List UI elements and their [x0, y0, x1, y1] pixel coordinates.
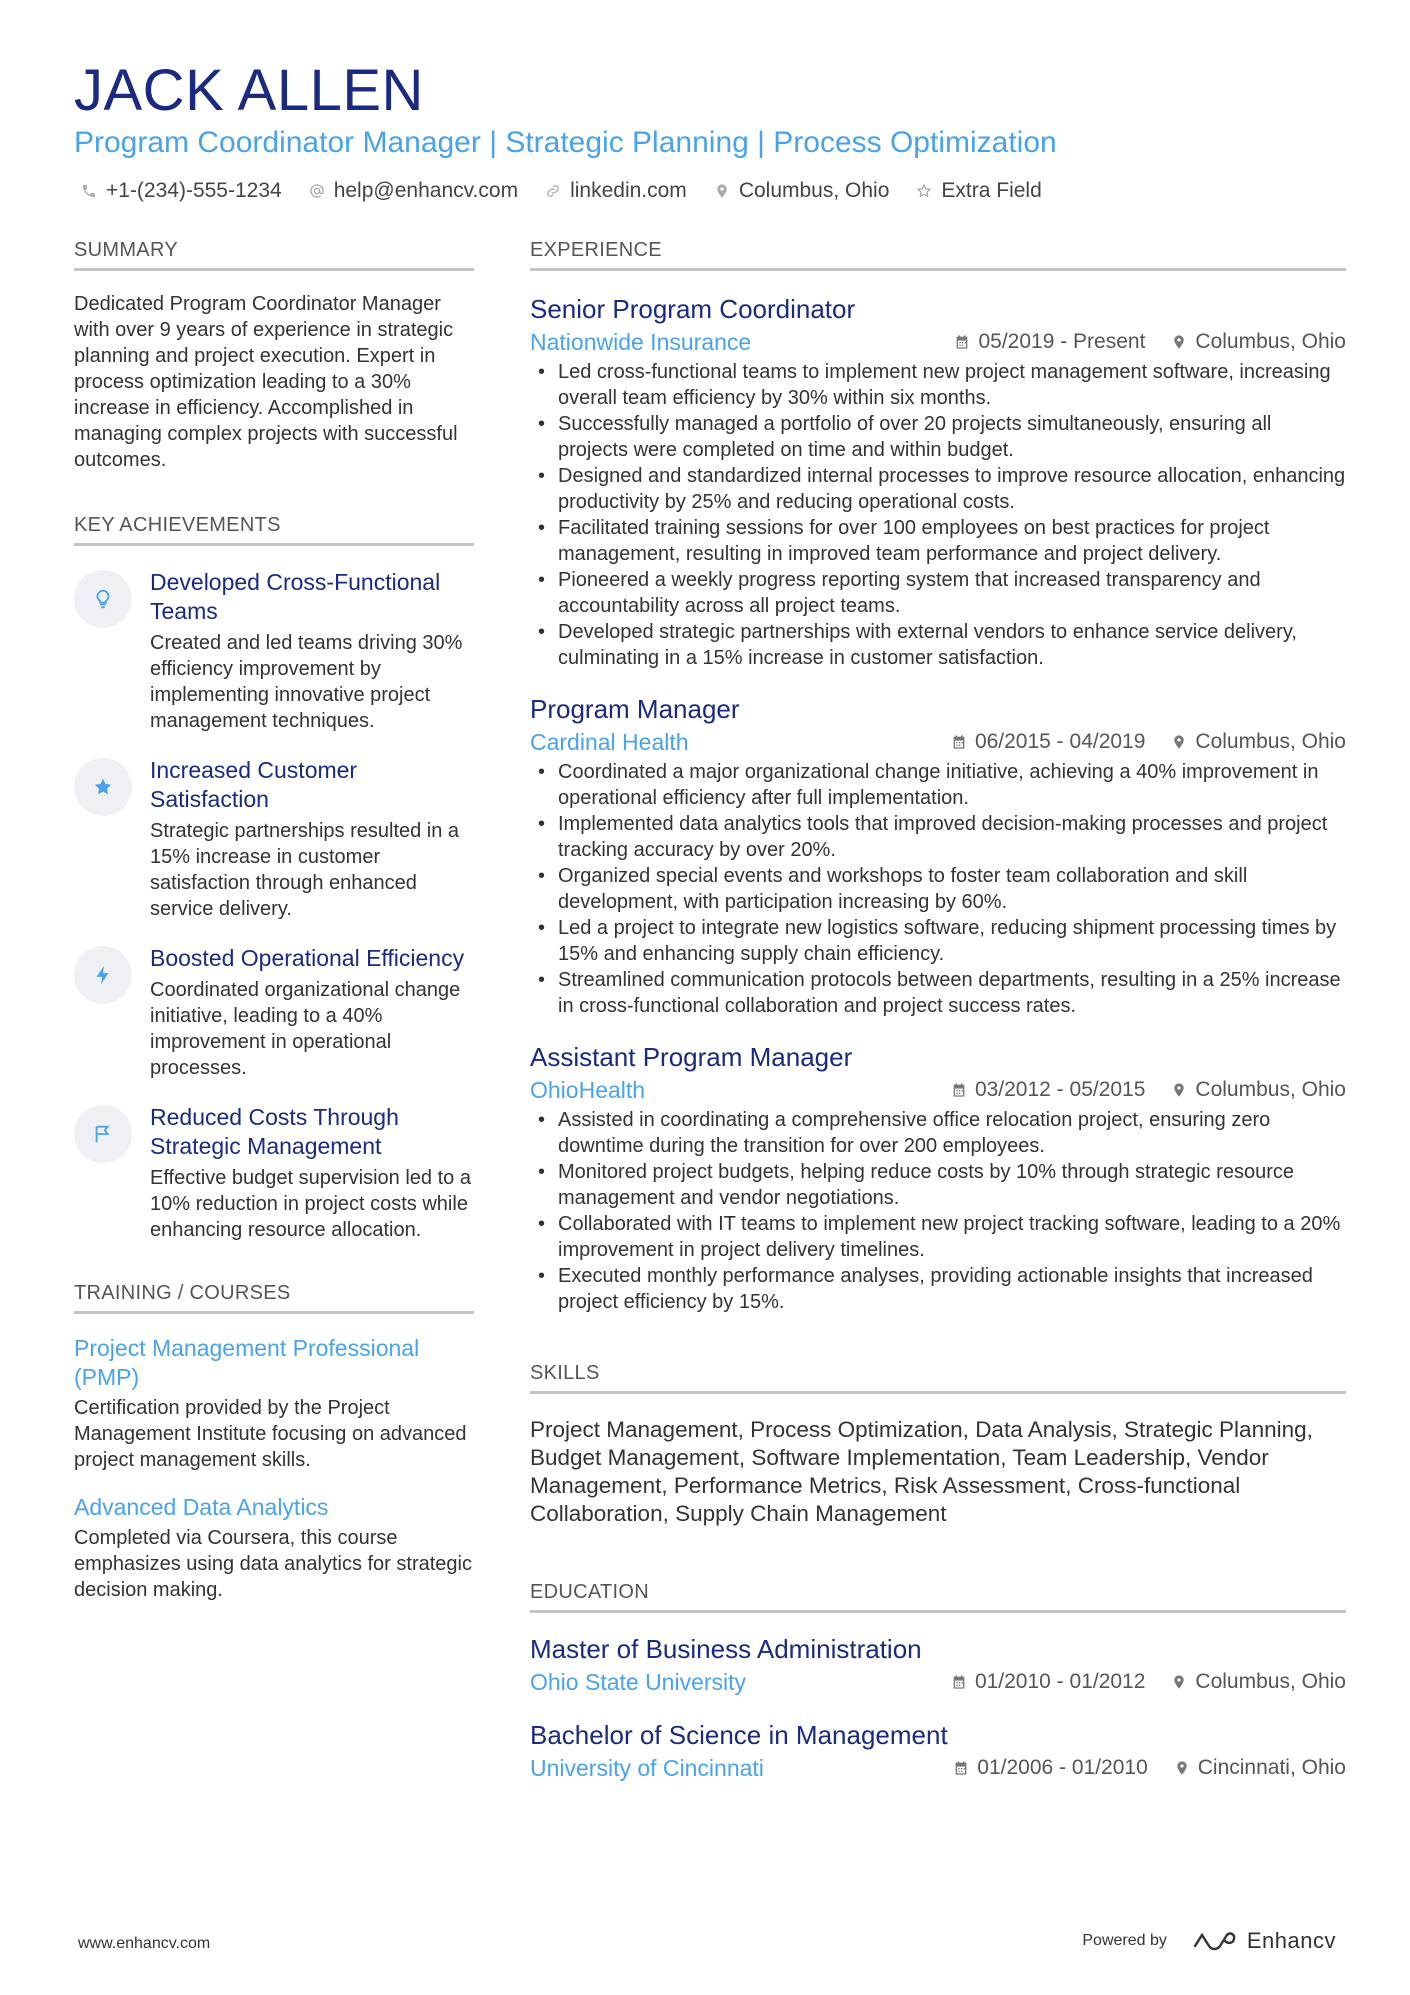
job-entry — [530, 1041, 1346, 1315]
headline: Program Coordinator Manager | Strategic Planning | Process Optimization — [74, 126, 1057, 159]
achievement-item — [74, 568, 474, 734]
job-meta — [530, 329, 1346, 355]
star-icon — [74, 758, 132, 816]
job-location — [1171, 329, 1346, 355]
job-dates — [951, 729, 1145, 755]
at-icon — [308, 182, 326, 200]
calendar-icon — [954, 334, 970, 350]
job-dates — [951, 1077, 1145, 1103]
location-icon — [1171, 734, 1187, 750]
contact-email[interactable] — [308, 180, 518, 201]
bullet-item: • Successfully managed a portfolio of over 20 projects simultaneously, ensuring all projects were completed on time and within budget. — [530, 411, 1346, 463]
bullet-item: • Facilitated training sessions for over 100 employees on best practices for project management, resulting in improved team performance and project delivery. — [530, 515, 1346, 567]
job-company: Nationwide Insurance — [530, 329, 752, 355]
training-section — [74, 1281, 474, 1603]
achievements-heading: KEY ACHIEVEMENTS — [74, 513, 474, 546]
skills-heading: SKILLS — [530, 1361, 1346, 1394]
location-icon — [1171, 1082, 1187, 1098]
flag-icon — [74, 1105, 132, 1163]
job-location-text: Columbus, Ohio — [1195, 330, 1346, 353]
job-title: Senior Program Coordinator — [530, 294, 856, 324]
bullet-item: • Monitored project budgets, helping reduce costs by 10% through strategic resource management and vendor negotiations. — [530, 1159, 1346, 1211]
education-dates — [953, 1755, 1147, 1781]
location-icon — [1174, 1760, 1190, 1776]
education-location — [1171, 1669, 1346, 1695]
footer-url[interactable]: www.enhancv.com — [78, 1935, 211, 1952]
contact-linkedin-text: linkedin.com — [570, 179, 687, 202]
location-icon — [713, 182, 731, 200]
bullet-item: • Assisted in coordinating a comprehensive office relocation project, ensuring zero downtime during the transition for over 200 employees. — [530, 1107, 1346, 1159]
job-dates-text: 03/2012 - 05/2015 — [974, 1078, 1146, 1101]
job-bullets — [530, 359, 1346, 671]
location-icon — [1171, 334, 1187, 350]
achievement-desc: Effective budget supervision led to a 10% reduction in project costs while enhancing resource allocation. — [150, 1167, 471, 1241]
bullet-item: • Led a project to integrate new logistics software, reducing shipment processing times by 15% and enhancing supply chain efficiency. — [530, 915, 1346, 967]
education-meta — [530, 1669, 1346, 1695]
achievement-title: Boosted Operational Efficiency — [150, 945, 465, 971]
job-location — [1171, 729, 1346, 755]
brand-name: Enhancv — [1246, 1928, 1336, 1953]
bullet-item: • Developed strategic partnerships with external vendors to enhance service delivery, culminating in a 15% increase in customer satisfaction. — [530, 619, 1346, 671]
achievement-desc: Created and led teams driving 30% efficiency improvement by implementing innovative project management techniques. — [150, 632, 463, 732]
education-location-text: Columbus, Ohio — [1195, 1670, 1346, 1693]
achievement-title: Developed Cross-Functional Teams — [150, 569, 441, 624]
phone-icon — [80, 182, 98, 200]
degree-title: Master of Business Administration — [530, 1634, 922, 1664]
bullet-item: • Implemented data analytics tools that improved decision-making processes and project tracking accuracy by over 20%. — [530, 811, 1346, 863]
job-dates — [954, 329, 1145, 355]
education-dates — [951, 1669, 1145, 1695]
achievement-item — [74, 1103, 474, 1243]
contact-linkedin[interactable] — [544, 180, 687, 201]
degree-title: Bachelor of Science in Management — [530, 1720, 948, 1750]
achievement-desc: Coordinated organizational change initiative, leading to a 40% improvement in operational processes. — [150, 979, 461, 1079]
course-item — [74, 1334, 474, 1473]
school-name: Ohio State University — [530, 1669, 747, 1695]
job-bullets — [530, 759, 1346, 1019]
experience-heading: EXPERIENCE — [530, 238, 1346, 271]
lightbulb-icon — [74, 570, 132, 628]
summary-text: Dedicated Program Coordinator Manager with over 9 years of experience in strategic planning and project execution. Expert in process optimization leading to a 30% increase in efficiency. Accomplished in managing complex projects with successful outcomes. — [74, 293, 458, 471]
calendar-icon — [951, 1082, 967, 1098]
bullet-item: • Organized special events and workshops to foster team collaboration and skill development, with participation increasing by 60%. — [530, 863, 1346, 915]
education-heading: EDUCATION — [530, 1580, 1346, 1613]
star-icon — [915, 182, 933, 200]
bullet-item: • Coordinated a major organizational change initiative, achieving a 40% improvement in operational efficiency after full implementation. — [530, 759, 1346, 811]
link-icon — [544, 182, 562, 200]
job-title: Assistant Program Manager — [530, 1042, 853, 1072]
skills-section — [530, 1361, 1346, 1528]
bullet-item: • Collaborated with IT teams to implement new project tracking software, leading to a 20% improvement in project delivery timelines. — [530, 1211, 1346, 1263]
education-section — [530, 1580, 1346, 1781]
job-location — [1171, 1077, 1346, 1103]
course-title: Advanced Data Analytics — [74, 1494, 329, 1520]
education-location-text: Cincinnati, Ohio — [1197, 1756, 1346, 1779]
bullet-item: • Led cross-functional teams to implement new project management software, increasing overall team efficiency by 30% within six months. — [530, 359, 1346, 411]
summary-heading: SUMMARY — [74, 238, 474, 271]
job-title: Program Manager — [530, 694, 740, 724]
job-bullets — [530, 1107, 1346, 1315]
job-entry — [530, 293, 1346, 671]
achievement-item — [74, 944, 474, 1081]
bullet-item: • Executed monthly performance analyses, providing actionable insights that increased project efficiency by 15%. — [530, 1263, 1346, 1315]
contact-extra-text: Extra Field — [941, 179, 1042, 202]
job-entry — [530, 693, 1346, 1019]
enhancv-logo-icon — [1191, 1929, 1237, 1953]
left-column — [74, 238, 474, 1603]
job-company: Cardinal Health — [530, 729, 689, 755]
education-entry — [530, 1633, 1346, 1695]
powered-by — [1082, 1928, 1336, 1954]
training-heading: TRAINING / COURSES — [74, 1281, 474, 1314]
school-name: University of Cincinnati — [530, 1755, 764, 1781]
achievement-item — [74, 756, 474, 922]
brand-logo[interactable] — [1191, 1928, 1336, 1954]
education-location — [1174, 1755, 1346, 1781]
achievement-desc: Strategic partnerships resulted in a 15% increase in customer satisfaction through enhanced service delivery. — [150, 820, 460, 920]
achievement-title: Increased Customer Satisfaction — [150, 757, 358, 812]
bullet-item: • Streamlined communication protocols between departments, resulting in a 25% increase in cross-functional collaboration and project success rates. — [530, 967, 1346, 1019]
job-dates-text: 05/2019 - Present — [978, 330, 1146, 353]
education-dates-text: 01/2010 - 01/2012 — [974, 1670, 1146, 1693]
job-location-text: Columbus, Ohio — [1195, 730, 1346, 753]
contact-bar — [80, 180, 1042, 201]
job-company: OhioHealth — [530, 1077, 646, 1103]
course-item — [74, 1493, 474, 1603]
education-dates-text: 01/2006 - 01/2010 — [977, 1756, 1148, 1779]
contact-phone-text: +1-(234)-555-1234 — [106, 179, 282, 202]
course-desc: Certification provided by the Project Management Institute focusing on advanced project management skills. — [74, 1397, 467, 1471]
candidate-name: JACK ALLEN — [74, 58, 424, 123]
education-entry — [530, 1719, 1346, 1781]
achievements-section — [74, 513, 474, 1243]
right-column — [530, 238, 1346, 1781]
course-title: Project Management Professional (PMP) — [74, 1335, 420, 1390]
contact-location-text: Columbus, Ohio — [738, 179, 890, 202]
job-location-text: Columbus, Ohio — [1195, 1078, 1346, 1101]
job-meta — [530, 729, 1346, 755]
bullet-item: • Designed and standardized internal processes to improve resource allocation, enhancing productivity by 25% and reducing operational costs. — [530, 463, 1346, 515]
contact-phone[interactable] — [80, 180, 282, 201]
calendar-icon — [953, 1760, 969, 1776]
contact-location — [713, 180, 890, 201]
job-meta — [530, 1077, 1346, 1103]
skills-text: Project Management, Process Optimization, Data Analysis, Strategic Planning, Budget Management, Software Implementation, Team Leadership, Vendor Management, Performance Metrics, Risk Assessment, Cross-functional Collaboration, Supply Chain Management — [530, 1417, 1313, 1526]
calendar-icon — [951, 734, 967, 750]
education-meta — [530, 1755, 1346, 1781]
calendar-icon — [951, 1674, 967, 1690]
contact-extra — [915, 180, 1041, 201]
job-dates-text: 06/2015 - 04/2019 — [974, 730, 1146, 753]
powered-by-label: Powered by — [1082, 1932, 1167, 1949]
bullet-item: • Pioneered a weekly progress reporting system that increased transparency and accountability across all project teams. — [530, 567, 1346, 619]
bolt-icon — [74, 946, 132, 1004]
location-icon — [1171, 1674, 1187, 1690]
contact-email-text: help@enhancv.com — [333, 179, 519, 202]
achievement-title: Reduced Costs Through Strategic Management — [150, 1104, 399, 1159]
course-desc: Completed via Coursera, this course emphasizes using data analytics for strategic decision making. — [74, 1527, 472, 1601]
